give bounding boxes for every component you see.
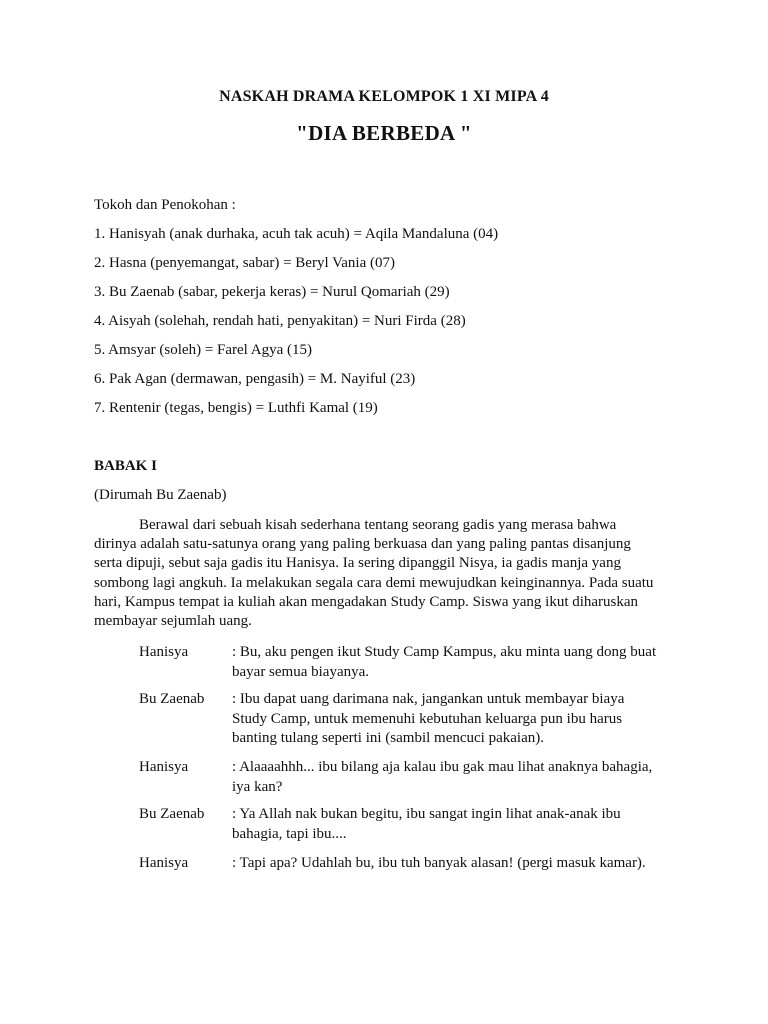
cast-item: 3. Bu Zaenab (sabar, pekerja keras) = Nurul Qomariah (29) — [94, 284, 450, 300]
cast-item: 2. Hasna (penyemangat, sabar) = Beryl Vania (07) — [94, 255, 395, 271]
paragraph-line: dirinya adalah satu-satunya orang yang paling berkuasa dan yang paling pantas disanjung — [94, 536, 631, 553]
speech-text: : Alaaaahhh... ibu bilang aja kalau ibu gak mau lihat anaknya bahagia, iya kan? — [232, 759, 653, 795]
scene-setting: (Dirumah Bu Zaenab) — [94, 487, 227, 503]
speech-text: : Ibu dapat uang darimana nak, jangankan untuk membayar biaya Study Camp, untuk memenuhi kebutuhan keluarga pun ibu harus banting tulang seperti ini (sambil mencuci pakaian). — [232, 691, 625, 746]
paragraph-line: hari, Kampus tempat ia kuliah akan mengadakan Study Camp. Siswa yang ikut diharuskan — [94, 593, 639, 610]
drama-title: "DIA BERBEDA " — [296, 121, 472, 145]
speech-text: : Tapi apa? Udahlah bu, ibu tuh banyak alasan! (pergi masuk kamar). — [232, 855, 646, 871]
speaker-name: Hanisya — [139, 644, 189, 660]
cast-item: 6. Pak Agan (dermawan, pengasih) = M. Nayiful (23) — [94, 371, 416, 387]
cast-item: 5. Amsyar (soleh) = Farel Agya (15) — [94, 342, 312, 358]
paragraph-line: sombong lagi angkuh. Ia melakukan segala cara demi mewujudkan keinginannya. Pada suatu — [94, 574, 654, 591]
speaker-name: Hanisya — [139, 855, 189, 871]
speaker-name: Bu Zaenab — [139, 691, 205, 707]
paragraph-line: Berawal dari sebuah kisah sederhana tentang seorang gadis yang merasa bahwa — [139, 517, 617, 533]
speaker-name: Bu Zaenab — [139, 806, 205, 822]
speech-text: : Bu, aku pengen ikut Study Camp Kampus, aku minta uang dong buat bayar semua biayanya. — [232, 644, 657, 680]
document-title: NASKAH DRAMA KELOMPOK 1 XI MIPA 4 — [219, 88, 549, 105]
speaker-name: Hanisya — [139, 759, 189, 775]
cast-item: 1. Hanisyah (anak durhaka, acuh tak acuh) = Aqila Mandaluna (04) — [94, 226, 499, 242]
paragraph-line: serta dipuji, sebut saja gadis itu Hanisya. Ia sering dipanggil Nisya, ia gadis manja yang — [94, 555, 621, 572]
cast-item: 4. Aisyah (solehah, rendah hati, penyakitan) = Nuri Firda (28) — [94, 313, 466, 329]
cast-item: 7. Rentenir (tegas, bengis) = Luthfi Kamal (19) — [94, 400, 378, 416]
cast-heading: Tokoh dan Penokohan : — [94, 197, 236, 213]
paragraph-line: membayar sejumlah uang. — [94, 613, 252, 630]
narration-paragraph — [94, 516, 684, 631]
speech-text: : Ya Allah nak bukan begitu, ibu sangat ingin lihat anak-anak ibu bahagia, tapi ibu.... — [232, 806, 621, 842]
act-heading: BABAK I — [94, 458, 157, 474]
